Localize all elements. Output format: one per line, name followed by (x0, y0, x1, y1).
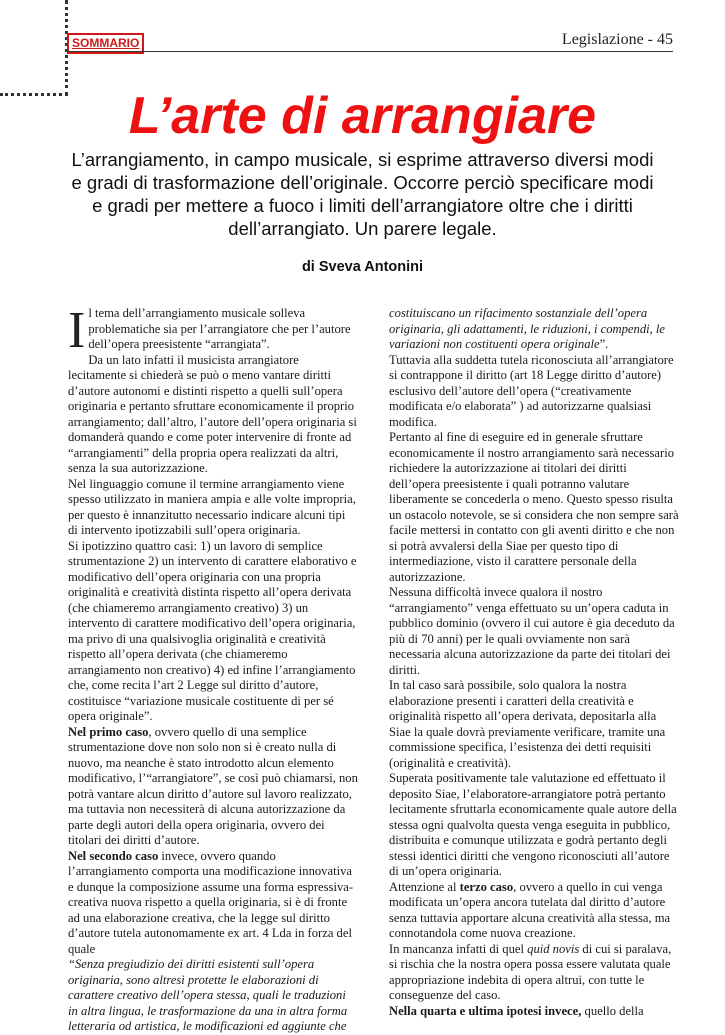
paragraph: Nel linguaggio comune il termine arrangiamento viene spesso utilizzato in maniera ampia e alle volte impropria, per questo è innanzitutto necessario indicare alcuni tipi di intervento ipotizzabili sull’opera originaria. (68, 476, 356, 537)
paragraph: Nessuna difficoltà invece qualora il nostro “arrangiamento” venga effettuato su un’opera caduta in pubblico dominio (ovvero il cui autore è gia deceduto da più di 70 anni) per le quali ovviamente non sarà necessaria alcuna autorizzazione da parte dei titolari dei diritti. (389, 585, 675, 677)
paragraph: Si ipotizzino quattro casi: 1) un lavoro di semplice strumentazione 2) un intervento di carattere elaborativo e modificativo dell’opera originaria con una propria originalità e creatività distinta rispetto all’opera derivata (che chiameremo arrangiamento creativo) 3) un intervento di carattere modificativo dell’opera originaria, ma privo di una qualsivoglia originalità e creatività rispetto all’opera derivata (che chiameremo arrangiamento non creativo) 4) ed infine l’arrangiamento che, come recita l’art 2 Legge sul diritto d’autore, costituisce “variazione musicale costituente di per sé opera originale”. (68, 538, 357, 723)
paragraph: costituiscano un rifacimento sostanziale dell’opera originaria, gli adattamenti, le riduzioni, i compendi, le variazioni non costituenti opera originale”. (389, 306, 665, 351)
article-byline: di Sveva Antonini (301, 259, 424, 275)
paragraph: Da un lato infatti il musicista arrangiatore lecitamente si chiederà se può o meno vantare diritti d’autore autonomi e distinti rispetto a quelli sull’opera originaria e pertanto sfruttare economicamente il proprio arrangiamento; dall’altro, l’autore dell’opera originaria si domanderà quando e come poter intervenire di fronte ad “arrangiamenti” della propria opera realizzati da altri, senza la sua autorizzazione. (68, 352, 357, 475)
paragraph: In tal caso sarà possibile, solo qualora la nostra elaborazione presenti i caratteri della creatività e originalità rispetto all’opera derivata, depositarla alla Siae la quale dovrà previamente verificare, tramite una commissione specifica, l’esistenza dei detti requisiti (originalità e creatività). (389, 678, 666, 770)
page-corner-marker (0, 0, 68, 96)
paragraph: Tuttavia alla suddetta tutela riconosciuta all’arrangiatore si contrappone il diritto (art 18 Legge diritto d’autore) esclusivo dell’autore dell’opera (“creativamente modificata e/o elaborata” ) ad autorizzarne qualsiasi modifica. (389, 352, 674, 429)
drop-cap: I (68, 302, 86, 359)
paragraph: Nel primo caso, ovvero quello di una semplice strumentazione dove non solo non si è creato nulla di nuovo, ma neanche è stato introdotto alcun elemento modificativo, l’“arrangiatore”, se così può chiamarsi, non potrà vantare alcun diritto d’autore sul lavoro realizzato, ma tuttavia non necessiterà di alcuna autorizzazione da parte degli autori della opera originaria, ovvero dei titolari dei diritti d’autore. (68, 724, 358, 847)
paragraph: Attenzione al terzo caso, ovvero a quello in cui venga modificata un’opera ancora tutelata dal diritto d’autore senza tuttavia apportare alcuna creatività alla stessa, ma connotandola come nuova creazione. (389, 879, 671, 940)
article-title: L’arte di arrangiare (128, 87, 597, 145)
paragraph: In mancanza infatti di quel quid novis di cui si paralava, si rischia che la nostra opera possa essere valutata quale appropriazione indebita di opera altrui, con tutte le conseguenze del caso. (389, 941, 672, 1002)
sommario-link[interactable]: SOMMARIO (67, 33, 144, 54)
article-column-right (389, 306, 679, 1019)
paragraph: Pertanto al fine di eseguire ed in generale sfruttare economicamente il nostro arrangiamento sarà necessario richiedere la autorizzazione ai titolari dei diritti dell’opera preesistente i quali potranno valutare liberamente se concederla o meno. Questo spesso risulta un ostacolo notevole, se si considera che non sempre sarà facile mettersi in contatto con gli aventi diritto e che non si potrà avvalersi della Siae per questo tipo di intermediazione, visto il carattere personale della autorizzazione. (389, 430, 679, 584)
paragraph: Il tema dell’arrangiamento musicale solleva problematiche sia per l’arrangiatore che per l’autore dell’opera preesistente “arrangiata”. (68, 302, 351, 359)
article-column-left (68, 302, 358, 1035)
article-subtitle: L’arrangiamento, in campo musicale, si esprime attraverso diversi modi e gradi di trasformazione dell’originale. Occorre perciò specificare modi e gradi per mettere a fuoco i limiti dell’arrangiatore oltre che i diritti dell’arrangiato. Un parere legale. (71, 149, 654, 239)
paragraph: Nella quarta e ultima ipotesi invece, quello della (389, 1003, 644, 1018)
header-rule (67, 51, 673, 52)
paragraph: Superata positivamente tale valutazione ed effettuato il deposito Siae, l’elaboratore-arrangiatore potrà pertanto lecitamente sfruttarla economicamente quale autore della stessa ogni qualvolta questa venga eseguita in pubblico, distribuita e comunque utilizzata e godrà pertanto degli stessi identici diritti che vengono riconosciuti all’autore di un’opera originaria. (389, 771, 677, 878)
paragraph: Nel secondo caso invece, ovvero quando l’arrangiamento comporta una modificazione innovativa e dunque la composizione assume una forma espressiva-creativa nuova rispetto a quella originaria, si è di fronte ad una elaborazione creativa, che la legge sul diritto d’autore tutela autonomamente ex art. 4 Lda in forza del quale “Senza pregiudizio dei diritti esistenti sull’opera originaria, sono altresì protette le elaborazioni di carattere creativo dell’opera stessa, quali le traduzioni in altra lingua, le trasformazione da una in altra forma letteraria od artistica, le modificazioni ed aggiunte che (68, 848, 354, 1033)
section-page-label: Legislazione - 45 (561, 31, 673, 48)
